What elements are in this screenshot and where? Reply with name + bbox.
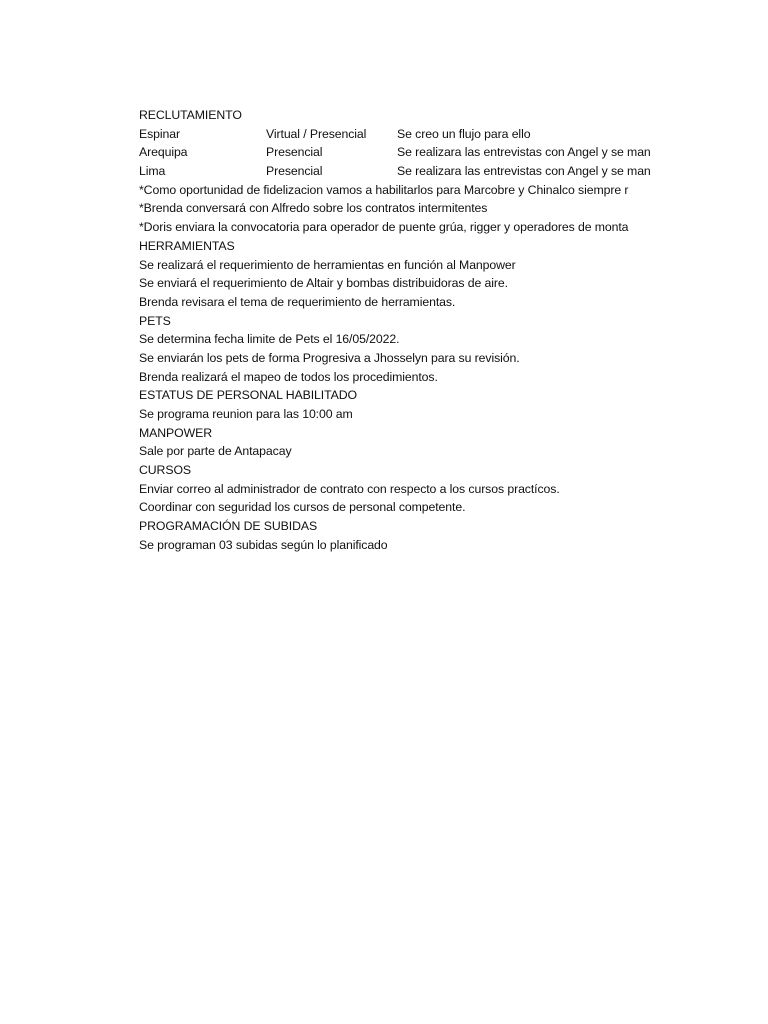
cursos-line: Enviar correo al administrador de contrato con respecto a los cursos practícos. (139, 481, 560, 496)
herramientas-line: Se realizará el requerimiento de herramientas en función al Manpower (139, 257, 516, 272)
recruitment-note-line: *Como oportunidad de fidelizacion vamos a habilitarlos para Marcobre y Chinalco siempre r (139, 182, 629, 197)
programacion-line: Se programan 03 subidas según lo planificado (139, 537, 388, 552)
recruitment-note: Se realizara las entrevistas con Angel y se man (397, 145, 651, 160)
section-heading-estatus: ESTATUS DE PERSONAL HABILITADO (139, 388, 357, 403)
pets-line: Se determina fecha limite de Pets el 16/05/2022. (139, 332, 400, 347)
recruitment-note: Se realizara las entrevistas con Angel y se man (397, 164, 651, 179)
manpower-line: Sale por parte de Antapacay (139, 444, 292, 459)
recruitment-note-line: *Doris enviara la convocatoria para operador de puente grúa, rigger y operadores de monta (139, 220, 629, 235)
recruitment-mode: Virtual / Presencial (266, 126, 367, 141)
section-heading-pets: PETS (139, 313, 171, 328)
section-heading-reclutamiento: RECLUTAMIENTO (139, 108, 242, 122)
recruitment-row-arequipa (139, 143, 654, 162)
section-heading-manpower: MANPOWER (139, 425, 212, 440)
herramientas-line: Brenda revisara el tema de requerimiento de herramientas. (139, 294, 456, 309)
pets-line: Se enviarán los pets de forma Progresiva a Jhosselyn para su revisión. (139, 350, 520, 365)
section-heading-programacion: PROGRAMACIÓN DE SUBIDAS (139, 519, 318, 534)
recruitment-note-line: *Brenda conversará con Alfredo sobre los contratos intermitentes (139, 201, 488, 216)
recruitment-city: Espinar (139, 126, 180, 141)
cursos-line: Coordinar con seguridad los cursos de personal competente. (139, 500, 466, 515)
section-heading-herramientas: HERRAMIENTAS (139, 238, 235, 253)
document-body (139, 106, 654, 555)
recruitment-city: Arequipa (139, 145, 188, 160)
recruitment-mode: Presencial (266, 145, 323, 160)
estatus-line: Se programa reunion para las 10:00 am (139, 407, 353, 421)
pets-line: Brenda realizará el mapeo de todos los procedimientos. (139, 369, 438, 384)
section-heading-cursos: CURSOS (139, 463, 192, 478)
recruitment-city: Lima (139, 164, 166, 179)
recruitment-row-lima (139, 162, 654, 181)
recruitment-note: Se creo un flujo para ello (397, 126, 531, 141)
herramientas-line: Se enviará el requerimiento de Altair y bombas distribuidoras de aire. (139, 276, 508, 291)
recruitment-mode: Presencial (266, 164, 323, 179)
recruitment-row-espinar (139, 125, 654, 144)
